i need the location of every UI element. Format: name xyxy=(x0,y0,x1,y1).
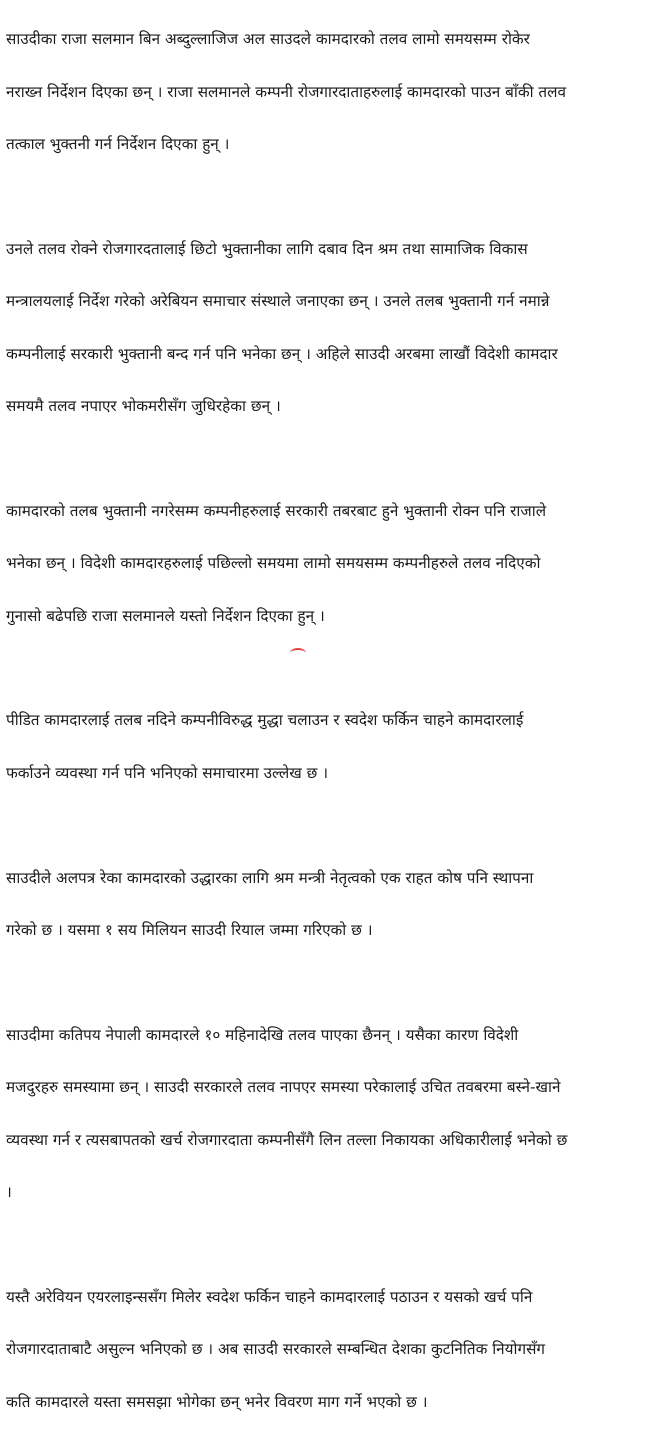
decorative-arc-mark xyxy=(290,648,306,658)
text-line: साउदीका राजा सलमान बिन अब्दुल्लाजिज अल साउदले कामदारको तलव लामो समयसम्म रोकेर xyxy=(6,30,530,49)
text-line: कति कामदारले यस्ता समसझा भोगेका छन् भनेर विवरण माग गर्ने भएको छ । xyxy=(6,1392,428,1411)
text-line: । xyxy=(6,1183,12,1202)
text-line: मन्त्रालयलाई निर्देश गरेको अरेबियन समाचार संस्थाले जनाएका छन् । उनले तलब भुक्तानी गर्न नमान्ने xyxy=(6,292,550,311)
text-line: कम्पनीलाई सरकारी भुक्तानी बन्द गर्न पनि भनेका छन् । अहिले साउदी अरबमा लाखौं विदेशी कामदार xyxy=(6,344,558,363)
text-line: रोजगारदाताबाटै असुल्न भनिएको छ । अब साउदी सरकारले सम्बन्धित देशका कुटनितिक नियोगसँग xyxy=(6,1340,546,1359)
text-line: भनेका छन् । विदेशी कामदारहरुलाई पछिल्लो समयमा लामो समयसम्म कम्पनीहरुले तलव नदिएको xyxy=(6,554,541,573)
paragraph-5 xyxy=(6,838,644,969)
article-body xyxy=(6,0,644,1441)
paragraph-6 xyxy=(6,996,644,1232)
paragraph-7 xyxy=(6,1258,644,1441)
text-line: साउदीले अलपत्र रेका कामदारको उद्धारका लागि श्रम मन्त्री नेतृत्वको एक राहत कोष पनि स्थापना xyxy=(6,868,534,887)
text-line: तत्काल भुक्तनी गर्न निर्देशन दिएका हुन् । xyxy=(6,135,230,154)
text-line: पीडित कामदारलाई तलब नदिने कम्पनीविरुद्ध मुद्धा चलाउन र स्वदेश फर्किन चाहने कामदारलाई xyxy=(6,711,524,730)
text-line: गरेको छ । यसमा १ सय मिलियन साउदी रियाल जम्मा गरिएको छ । xyxy=(6,921,373,940)
text-line: साउदीमा कतिपय नेपाली कामदारले १० महिनादेखि तलव पाएका छैनन् । यसैका कारण विदेशी xyxy=(6,1025,519,1044)
text-line: गुनासो बढेपछि राजा सलमानले यस्तो निर्देशन दिएका हुन् । xyxy=(6,606,325,625)
text-line: कामदारको तलब भुक्तानी नगरेसम्म कम्पनीहरुलाई सरकारी तबरबाट हुने भुक्तानी रोक्न पनि राजाले xyxy=(6,501,547,520)
paragraph-4 xyxy=(6,681,644,812)
paragraph-1 xyxy=(6,0,644,183)
text-line: यस्तै अरेवियन एयरलाइन्ससँग मिलेर स्वदेश फर्किन चाहने कामदारलाई पठाउन र यसको खर्च पनि xyxy=(6,1287,533,1306)
paragraph-2 xyxy=(6,210,644,446)
text-line: मजदुरहरु समस्यामा छन् । साउदी सरकारले तलव नापएर समस्या परेकालाई उचित तवबरमा बस्ने-खाने xyxy=(6,1078,561,1097)
text-line: व्यवस्था गर्न र त्यसबापतको खर्च रोजगारदाता कम्पनीसँगै लिन तल्ला निकायका अधिकारीलाई भनेको छ xyxy=(6,1130,568,1149)
text-line: उनले तलव रोक्ने रोजगारदतालाई छिटो भुक्तानीका लागि दबाव दिन श्रम तथा सामाजिक विकास xyxy=(6,239,528,258)
text-line: नराख्न निर्देशन दिएका छन् । राजा सलमानले कम्पनी रोजगारदाताहरुलाई कामदारको पाउन बाँकी तलव xyxy=(6,82,567,101)
paragraph-3 xyxy=(6,472,644,655)
text-line: समयमै तलव नपाएर भोकमरीसँग जुधिरहेका छन् । xyxy=(6,397,281,416)
text-line: फर्काउने व्यवस्था गर्न पनि भनिएको समाचारमा उल्लेख छ । xyxy=(6,763,329,782)
